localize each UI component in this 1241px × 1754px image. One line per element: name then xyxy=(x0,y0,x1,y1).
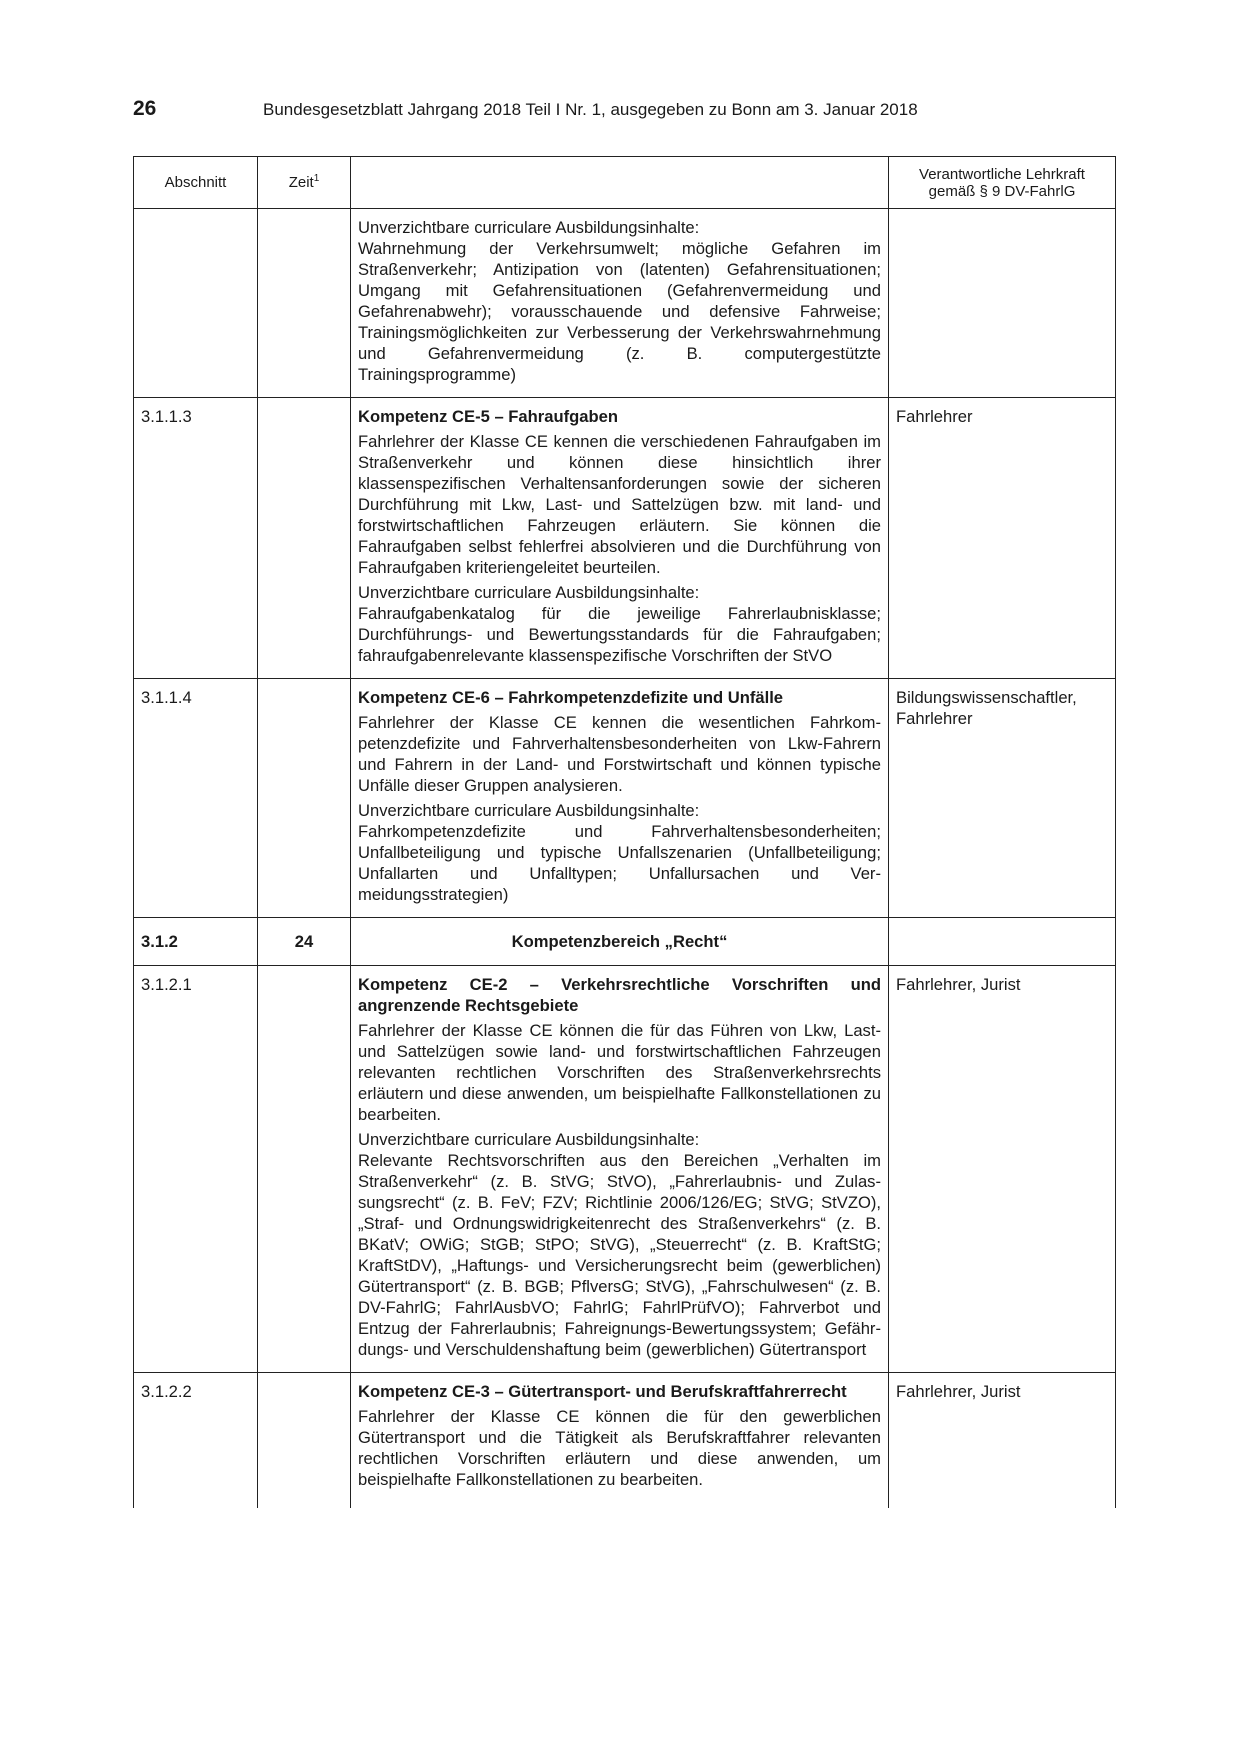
footnote-marker: 1 xyxy=(313,173,320,184)
content-text xyxy=(358,800,881,905)
kompetenz-description: Fahrlehrer der Klasse CE können die für das Führen von Lkw, Last- und Sattelzügen sowie land- und forstwirtschaftlichen Fahrzeugen relevanten rechtlichen Vorschriften des Straßenverkehrsrechts erläutern und diese anwenden, um beispielhafte Fallkonstellationen zu bearbeiten. xyxy=(358,1021,881,1124)
header-zeit-label: Zeit xyxy=(288,174,314,191)
content-cell xyxy=(351,398,889,679)
lehrkraft-cell xyxy=(889,918,1116,966)
inhalte-text: Wahrnehmung der Verkehrsumwelt; mögliche Gefahren im Straßenverkehr; Antizipation von (latenten) Gefahrensituationen; Umgang mit Gefahrensituationen (Gefahrenvermeidung und Gefahrenabwehr); vorausschauende und defensive Fahrweise; Trainingsmöglichkeiten zur Verbesserung der Verkehrswahrnehmung und Gefahrenvermeidung (z. B. computergestützte Trainingsprogramme) xyxy=(358,239,881,384)
header-zeit xyxy=(258,157,351,209)
abschnitt-cell: 3.1.1.4 xyxy=(134,679,258,918)
lehrkraft-cell: Fahrlehrer xyxy=(889,398,1116,679)
inhalte-label: Unverzichtbare curriculare Ausbildungsinhalte: xyxy=(358,1130,700,1149)
content-text xyxy=(358,217,881,385)
abschnitt-cell: 3.1.1.3 xyxy=(134,398,258,679)
kompetenz-description: Fahrlehrer der Klasse CE können die für den gewerblichen Gütertransport und die Tätigkeit als Berufskraftfahrer relevanten rechtlichen Vorschriften erläutern und diese anwenden, um beispielhafte Fallkonstellationen zu bearbeiten. xyxy=(358,1407,881,1489)
kompetenz-description: Fahrlehrer der Klasse CE kennen die verschiedenen Fahraufgaben im Straßenverkehr und können diese hinsichtlich ihrer klassenspezifischen Verhaltensanforderungen sowie der sicheren Durchführung mit Lkw, Last- und Sattelzügen bzw. mit land- und forstwirtschaftlichen Fahrzeugen erläutern. Sie können die Fahraufgaben selbst fehlerfrei absolvieren und die Durchführung von Fahraufgaben kriteriengeleitet beurteilen. xyxy=(358,432,881,577)
kompetenz-title: Kompetenz CE-3 – Gütertransport- und Berufskraftfahrerrecht xyxy=(358,1382,847,1401)
inhalte-label: Unverzichtbare curriculare Ausbildungsinhalte: xyxy=(358,583,700,602)
zeit-cell xyxy=(258,398,351,679)
table-row xyxy=(134,966,1116,1373)
kompetenzbereich-title: Kompetenzbereich „Recht“ xyxy=(351,918,889,966)
lehrkraft-cell xyxy=(889,209,1116,398)
zeit-cell xyxy=(258,679,351,918)
inhalte-label: Unverzichtbare curriculare Ausbildungsinhalte: xyxy=(358,801,700,820)
content-cell xyxy=(351,966,889,1373)
gazette-title: Bundesgesetzblatt Jahrgang 2018 Teil I Nr. 1, ausgegeben zu Bonn am 3. Januar 2018 xyxy=(263,100,918,119)
zeit-cell xyxy=(258,209,351,398)
lehrkraft-cell: Fahrlehrer, Jurist xyxy=(889,966,1116,1373)
table-header-row xyxy=(134,157,1116,209)
kompetenz-title: Kompetenz CE-2 – Verkehrsrechtliche Vorschriften und angrenzende Rechtsgebiete xyxy=(358,975,881,1015)
content-cell xyxy=(351,209,889,398)
zeit-cell: 24 xyxy=(258,918,351,966)
header-lehrkraft-line1: Verantwortliche Lehrkraft xyxy=(919,165,1085,183)
zeit-cell xyxy=(258,966,351,1373)
content-cell xyxy=(351,679,889,918)
abschnitt-cell: 3.1.2 xyxy=(134,918,258,966)
header-content xyxy=(351,157,889,209)
lehrkraft-cell: Fahrlehrer, Jurist xyxy=(889,1373,1116,1509)
section-row xyxy=(134,918,1116,966)
inhalte-text: Relevante Rechtsvorschriften aus den Bereichen „Verhalten im Straßenverkehr“ (z. B. StVG; StVO), „Fahrerlaubnis- und Zulassungsrecht“ (z. B. FeV; FZV; Richtlinie 2006/126/EG; StVG; StVZO), „Straf- und Ordnungswidrigkeitenrecht des Straßenverkehrs“ (z. B. BKatV; OWiG; StGB; StPO; StVG), „Steuerrecht“ (z. B. KraftStG; KraftStDV), „Haftungs- und Versicherungsrecht beim (gewerblichen) Gütertransport“ (z. B. BGB; PflversG; StVG), „Fahrschulwesen“ (z. B. DV-FahrlG; FahrlAusbVO; FahrlG; FahrlPrüfVO); Fahrverbot und Entzug der Fahrerlaubnis; Fahreignungs-Bewertungssystem; Gefährdungs- und Verschuldenshaftung beim (gewerblichen) Gütertransport xyxy=(358,1151,881,1359)
inhalte-label: Unverzichtbare curriculare Ausbildungsinhalte: xyxy=(358,218,700,237)
abschnitt-cell xyxy=(134,209,258,398)
page-number: 26 xyxy=(133,97,157,120)
kompetenz-title: Kompetenz CE-5 – Fahraufgaben xyxy=(358,407,619,426)
inhalte-text: Fahraufgabenkatalog für die jeweilige Fahrerlaubnisklasse; Durchführungs- und Bewertungsstandards für die Fahraufgaben; fahraufgabenrelevante klassenspezifische Vorschriften der StVO xyxy=(358,604,881,665)
table-row xyxy=(134,398,1116,679)
curriculum-table xyxy=(133,156,1116,1508)
inhalte-text: Fahrkompetenzdefizite und Fahrverhaltensbesonderheiten; Unfallbeteiligung und typische Unfallszenarien (Unfallbeteiligung; Unfallarten und Unfalltypen; Unfallursachen und Vermeidungsstrategien) xyxy=(358,822,881,904)
abschnitt-cell: 3.1.2.1 xyxy=(134,966,258,1373)
header-abschnitt: Abschnitt xyxy=(134,157,258,209)
content-text xyxy=(358,582,881,666)
page-header xyxy=(133,97,1117,127)
header-lehrkraft xyxy=(889,157,1116,209)
table-row xyxy=(134,1373,1116,1509)
kompetenz-title: Kompetenz CE-6 – Fahrkompetenzdefizite und Unfälle xyxy=(358,688,784,707)
header-lehrkraft-line2: gemäß § 9 DV-FahrlG xyxy=(928,182,1076,200)
content-cell xyxy=(351,1373,889,1509)
lehrkraft-cell: Bildungswissenschaftler, Fahrlehrer xyxy=(889,679,1116,918)
table-row xyxy=(134,679,1116,918)
kompetenz-description: Fahrlehrer der Klasse CE kennen die wesentlichen Fahrkompetenzdefizite und Fahrverhaltensbesonderheiten von Lkw-Fahrern und Fahrern in der Land- und Forstwirtschaft und können typische Unfälle dieser Gruppen analysieren. xyxy=(358,713,881,795)
content-text xyxy=(358,1129,881,1360)
table-row xyxy=(134,209,1116,398)
abschnitt-cell: 3.1.2.2 xyxy=(134,1373,258,1509)
zeit-cell xyxy=(258,1373,351,1509)
